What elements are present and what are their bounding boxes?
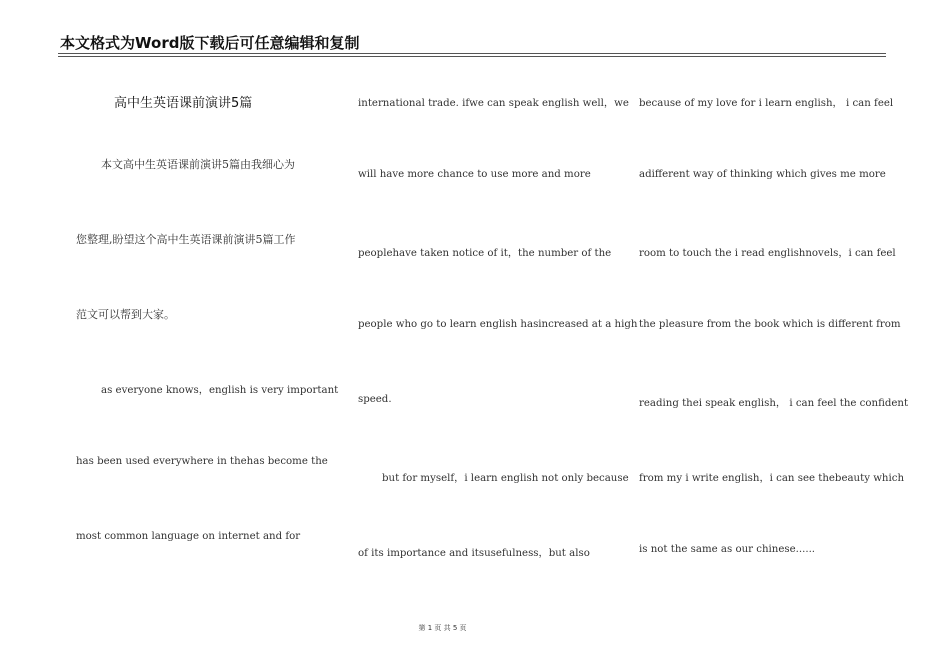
paragraph-line: 范文可以帮到大家。 (76, 308, 175, 321)
paragraph-line: speed. (358, 394, 392, 405)
paragraph-line: most common language on internet and for (76, 531, 301, 542)
paragraph-line: as everyone knows，english is very important (101, 385, 339, 396)
paragraph-line: international trade. ifwe can speak english well，we (358, 98, 629, 109)
paragraph-line: people who go to learn english hasincreased at a high (358, 319, 638, 330)
page-footer: 第 1 页 共 5 页 (418, 624, 467, 632)
paragraph-line: peoplehave taken notice of it，the number of the (358, 248, 612, 259)
document-title: 高中生英语课前演讲5篇 (114, 96, 253, 111)
paragraph-line: the pleasure from the book which is different from (639, 319, 901, 330)
header-rule (58, 53, 886, 54)
paragraph-line: will have more chance to use more and more (358, 169, 591, 180)
paragraph-line: because of my love for i learn english， i can feel (639, 98, 894, 109)
paragraph-line: but for myself，i learn english not only because (382, 473, 629, 484)
paragraph-line: room to touch the i read englishnovels，i can feel (639, 248, 896, 259)
header-title: 本文格式为Word版下载后可任意编辑和复制 (60, 34, 360, 52)
paragraph-line: of its importance and itsusefulness，but also (358, 548, 590, 559)
header-rule-secondary (58, 56, 886, 57)
paragraph-line: has been used everywhere in thehas become the (76, 456, 328, 467)
paragraph-line: 本文高中生英语课前演讲5篇由我细心为 (101, 158, 295, 171)
paragraph-line: reading thei speak english， i can feel the confident (639, 398, 909, 409)
paragraph-line: adifferent way of thinking which gives me more (639, 169, 886, 180)
paragraph-line: is not the same as our chinese...... (639, 544, 816, 555)
paragraph-line: 您整理,盼望这个高中生英语课前演讲5篇工作 (76, 233, 296, 246)
paragraph-line: from my i write english，i can see thebeauty which (639, 473, 904, 484)
